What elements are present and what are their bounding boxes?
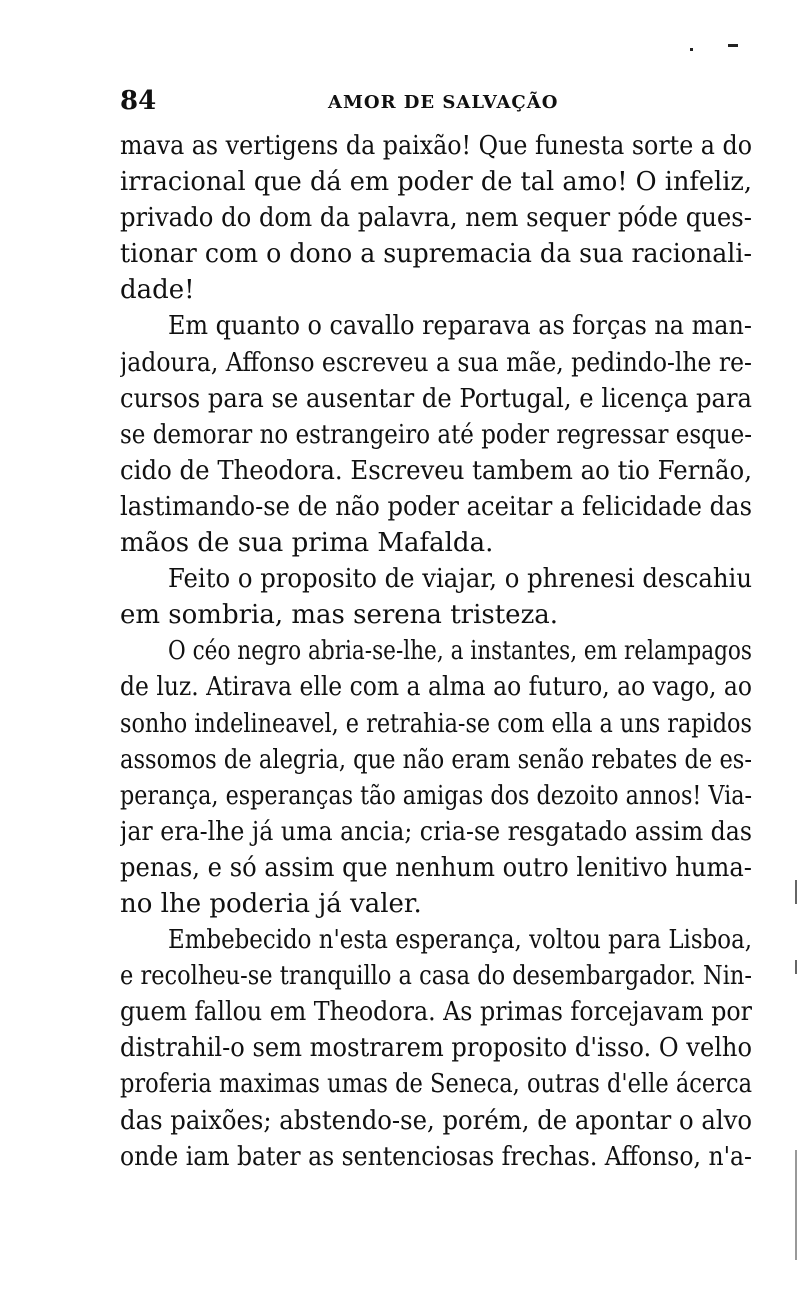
text-line: Feito o proposito de viajar, o phrenesi descahiu [168,564,752,595]
text-line: cursos para se ausentar de Portugal, e licença para [120,383,752,414]
text-line: dade! [120,275,195,306]
text-line: guem fallou em Theodora. As primas forcejavam por [120,997,752,1028]
text-line: proferia maximas umas de Seneca, outras d'elle ácerca [120,1069,752,1100]
text-line: tionar com o dono a supremacia da sua racionali- [120,239,752,270]
text-line: Embebecido n'esta esperança, voltou para Lisboa, [168,925,752,956]
text-line: em sombria, mas serena tristeza. [120,600,559,631]
text-line: mãos de sua prima Mafalda. [120,528,494,559]
running-title: AMOR DE SALVAÇÃO [328,92,559,113]
body-text [120,128,752,1175]
text-line: penas, e só assim que nenhum outro lenitivo huma- [120,852,752,883]
text-line: mava as vertigens da paixão! Que funesta sorte a do [120,131,752,161]
text-line: O céo negro abria-se-lhe, a instantes, em relampagos [168,636,752,667]
page-header [120,86,750,118]
text-line: de luz. Atirava elle com a alma ao futuro, ao vago, ao [120,672,752,703]
text-line: onde iam bater as sentenciosas frechas. Affonso, n'a- [120,1141,752,1172]
scan-speck [690,48,693,51]
text-line: distrahil-o sem mostrarem proposito d'isso. O velho [120,1033,752,1064]
scan-edge-mark [795,880,797,904]
text-line: e recolheu-se tranquillo a casa do desembargador. Nin- [120,961,752,992]
text-line: lastimando-se de não poder aceitar a felicidade das [120,491,752,522]
text-line: das paixões; abstendo-se, porém, de apontar o alvo [120,1105,752,1136]
text-line: Em quanto o cavallo reparava as forças na man- [168,311,752,342]
text-line: jadoura, Affonso escreveu a sua mãe, pedindo-lhe re- [120,347,752,378]
scan-speck [728,44,738,47]
page-number: 84 [120,86,157,116]
scan-edge-mark [795,960,797,974]
text-line: assomos de alegria, que não eram senão rebates de es- [120,744,752,775]
text-line: privado do dom da palavra, nem sequer póde ques- [120,203,752,234]
text-line: sonho indelineavel, e retrahia-se com ella a uns rapidos [120,708,752,739]
text-line: se demorar no estrangeiro até poder regressar esque- [120,419,752,450]
text-line: perança, esperanças tão amigas dos dezoito annos! Via- [120,780,752,811]
text-line: jar era-lhe já uma ancia; cria-se resgatado assim das [120,816,752,847]
text-line: irracional que dá em poder de tal amo! O infeliz, [120,167,752,198]
text-line: cido de Theodora. Escreveu tambem ao tio Fernão, [120,455,752,486]
scan-edge-mark [795,1150,797,1260]
text-line: no lhe poderia já valer. [120,888,422,919]
